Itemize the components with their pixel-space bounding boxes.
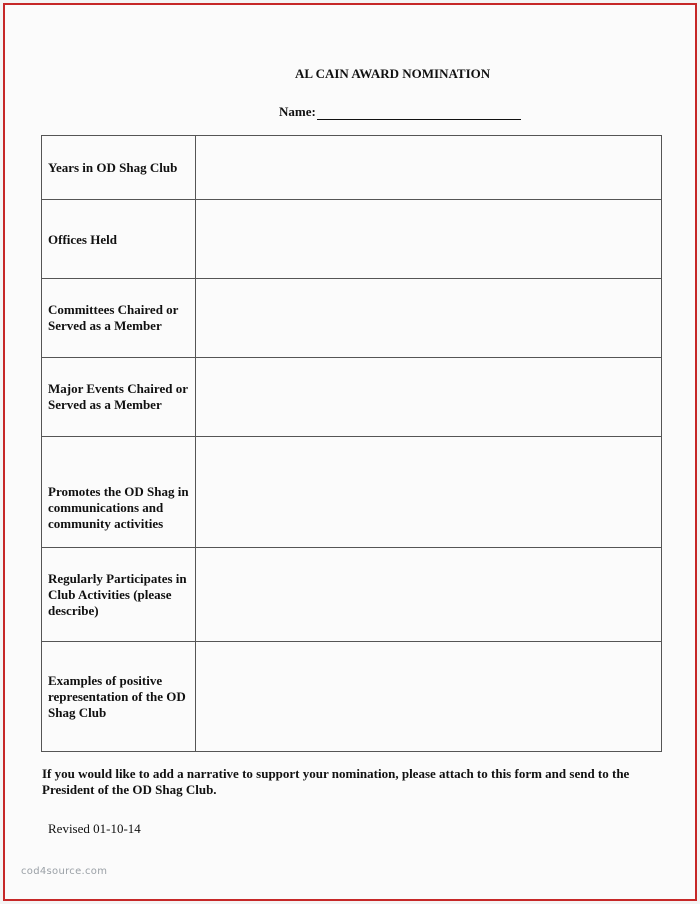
form-title: AL CAIN AWARD NOMINATION (295, 66, 491, 81)
table-row (42, 358, 662, 437)
row-label-events: Major Events Chaired or Served as a Member (42, 358, 196, 437)
row-field-events[interactable] (196, 358, 662, 437)
table-row (42, 642, 662, 752)
table-row (42, 437, 662, 548)
row-label-promotes: Promotes the OD Shag in communications and community activities (42, 437, 196, 548)
row-label-committees: Committees Chaired or Served as a Member (42, 279, 196, 358)
row-field-years[interactable] (196, 136, 662, 200)
name-row (279, 104, 521, 120)
name-label: Name: (279, 104, 316, 119)
nomination-table (41, 135, 662, 752)
row-label-participates: Regularly Participates in Club Activities (please describe) (42, 548, 196, 642)
narrative-instructions: If you would like to add a narrative to support your nomination, please attach to this form and send to the President of the OD Shag Club. (42, 766, 630, 797)
table-row (42, 200, 662, 279)
revised-date: Revised 01-10-14 (48, 821, 141, 836)
row-field-participates[interactable] (196, 548, 662, 642)
table-row (42, 548, 662, 642)
row-label-offices: Offices Held (42, 200, 196, 279)
name-field[interactable] (317, 107, 521, 120)
watermark-text: cod4source.com (21, 866, 108, 877)
row-field-examples[interactable] (196, 642, 662, 752)
table-row (42, 279, 662, 358)
row-label-examples: Examples of positive representation of the OD Shag Club (42, 642, 196, 752)
row-field-committees[interactable] (196, 279, 662, 358)
row-field-offices[interactable] (196, 200, 662, 279)
row-label-years: Years in OD Shag Club (42, 136, 196, 200)
row-field-promotes[interactable] (196, 437, 662, 548)
table-row (42, 136, 662, 200)
